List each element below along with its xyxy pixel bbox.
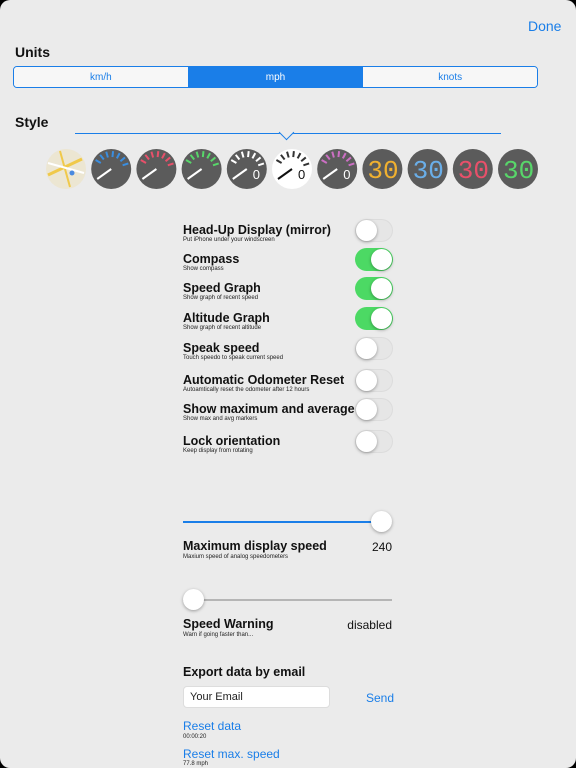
digital-blue-icon[interactable] [408,149,448,189]
toggle-knob [371,278,392,299]
style-digits: 0 [252,167,261,182]
style-digits: 30 [457,156,490,186]
toggle-knob [356,370,377,391]
max-speed-subtitle: Maxium speed of analog speedometers [183,554,289,560]
toggle-knob [371,249,392,270]
setting-title: Compass [183,252,240,266]
max-speed-title: Maximum display speed [183,539,327,553]
toggle-knob [356,220,377,241]
setting-title: Automatic Odometer Reset [183,373,345,387]
style-digits: 0 [343,167,351,182]
setting-toggle[interactable] [355,248,393,271]
speed-warning-subtitle: Warn if going faster than... [183,632,254,638]
toggle-knob [356,399,377,420]
speed-warning-title: Speed Warning [183,617,274,631]
setting-title: Speak speed [183,341,260,355]
setting-subtitle: Autoamtically reset the odometer after 12 hours [183,387,310,393]
setting-toggle[interactable] [355,219,393,242]
setting-title: Head-Up Display (mirror) [183,223,331,237]
reset-max-speed-button[interactable]: Reset max. speed [183,747,280,761]
max-speed-value: 240 [371,540,392,554]
export-title: Export data by email [183,665,306,679]
setting-toggle[interactable] [355,277,393,300]
setting-title: Lock orientation [183,434,281,448]
reset-max-speed-detail: 77.8 mph [183,761,209,767]
units-segmented-control [13,66,538,88]
analog-green-gauge-icon[interactable] [182,149,222,189]
email-input[interactable]: Your Email [183,686,330,708]
digital-red-icon[interactable] [453,149,493,189]
analog-blue-gauge-icon[interactable] [91,149,131,189]
style-title: Style [15,114,49,130]
unit-mph-segment[interactable]: mph [188,67,363,87]
units-title: Units [15,44,50,60]
setting-subtitle: Keep display from rotating [183,448,253,454]
unit-kmh-segment[interactable]: km/h [14,67,188,87]
style-picker [46,149,542,189]
map-style-icon[interactable] [46,149,86,189]
setting-subtitle: Show max and avg markers [183,416,258,422]
setting-subtitle: Put iPhone under your windscreen [183,237,275,243]
setting-toggle[interactable] [355,307,393,330]
setting-toggle[interactable] [355,430,393,453]
reset-data-button[interactable]: Reset data [183,719,242,733]
digital-orange-icon[interactable] [362,149,402,189]
setting-toggle[interactable] [355,369,393,392]
done-button[interactable]: Done [528,18,562,34]
setting-subtitle: Touch speedo to speak current speed [183,355,284,361]
setting-toggle[interactable] [355,337,393,360]
setting-subtitle: Show graph of recent altitude [183,325,262,331]
setting-title: Show maximum and average [183,402,355,416]
toggle-knob [356,338,377,359]
style-digits: 30 [367,156,399,186]
setting-subtitle: Show graph of recent speed [183,295,259,301]
analog-pink-gauge-icon[interactable] [317,149,357,189]
speed-warning-value: disabled [347,618,392,632]
style-selected-caret-icon [279,125,295,141]
toggle-knob [356,431,377,452]
setting-title: Speed Graph [183,281,261,295]
style-digits: 0 [298,167,306,182]
analog-red-gauge-icon[interactable] [136,149,176,189]
style-digits: 30 [503,156,535,186]
analog-white-gauge-icon[interactable] [227,149,267,189]
setting-subtitle: Show compass [183,266,224,272]
digital-green-icon[interactable] [498,149,538,189]
send-button[interactable]: Send [366,691,395,705]
reset-data-detail: 00:00:20 [183,734,207,740]
setting-title: Altitude Graph [183,311,270,325]
max-speed-slider-fill [183,521,381,523]
unit-knots-segment[interactable]: knots [362,67,537,87]
style-digits: 30 [412,156,444,186]
toggle-knob [371,308,392,329]
setting-toggle[interactable] [355,398,393,421]
speed-warning-slider-track [183,599,392,601]
speed-warning-slider-thumb[interactable] [183,589,204,610]
max-speed-slider-thumb[interactable] [371,511,392,532]
analog-white-dial-icon[interactable] [272,149,312,189]
